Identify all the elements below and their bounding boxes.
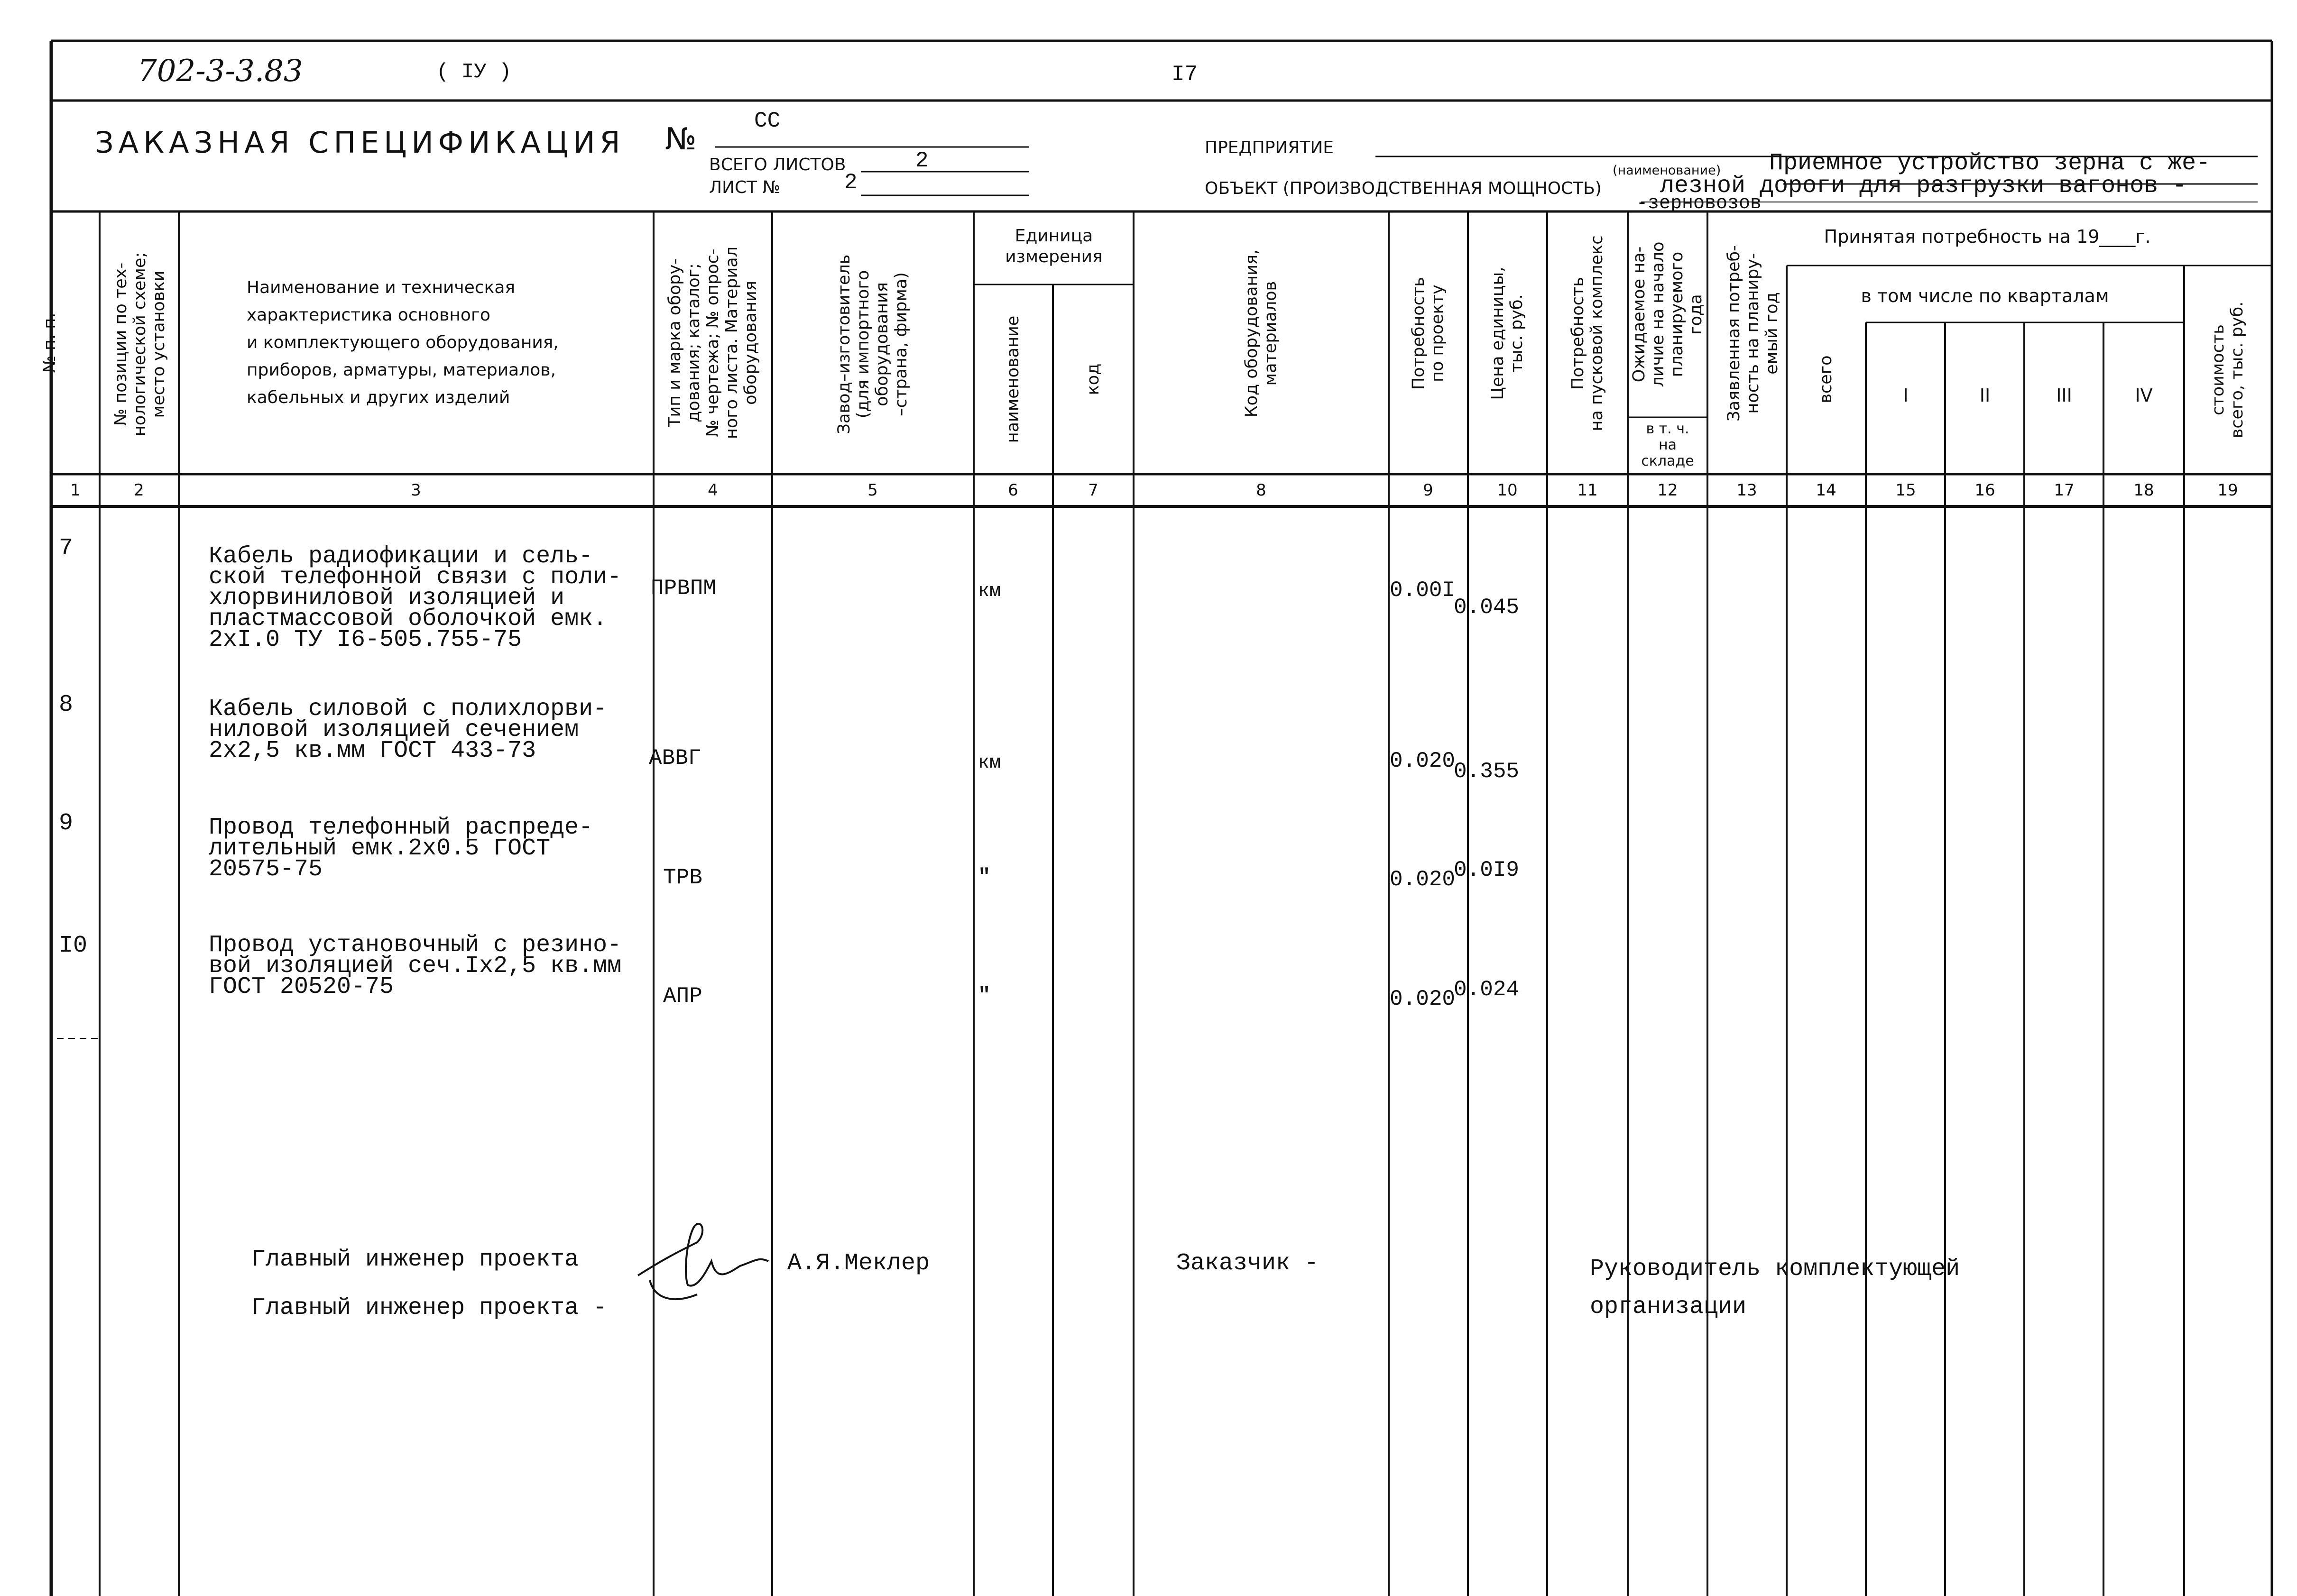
header-col-3: Наименование и техническая характеристика основного и комплектующего оборудования, приборов, арматуры, материалов, кабельных и других изделий [247,278,559,407]
header-col-5: Завод–изготовитель (для импортного оборудования –страна, фирма) [835,254,911,434]
item-description: Кабель радиофикации и сель- ской телефонной связи с поли- хлорвиниловой изоляцией и пластмассовой оболочкой емк. 2хI.0 ТУ I6-505.755-75 [209,543,622,653]
header-quarters: в том числе по кварталам [1861,285,2109,306]
item-unit: " [978,984,991,1008]
header-col-11: Потребность на пусковой комплекс [1568,235,1606,431]
header-col-16: II [1979,385,1991,406]
col-number: 9 [1423,481,1433,500]
header-col-8: Код оборудования, материалов [1242,249,1280,418]
col-number: 16 [1974,481,1995,500]
item-description: Провод телефонный распреде- лительный емк.2х0.5 ГОСТ 20575-75 [209,814,593,883]
header-col-7: код [1084,363,1103,395]
header-col-6: наименование [1004,315,1023,443]
item-unit-price: 0.024 [1454,977,1520,1002]
page-number: I7 [1172,62,1198,87]
col-number: 5 [867,481,878,500]
col-number: 6 [1008,481,1018,500]
header-accepted: Принятая потребность на 19____г. [1824,226,2151,247]
item-unit-price: 0.355 [1454,759,1520,784]
item-type: ПРВПМ [651,576,717,601]
header-col-12: Ожидаемое на- личие на начало планируемого года [1630,241,1706,387]
supplier-head-label: Руководитель комплектующей [1590,1256,1960,1283]
header-col-9: Потребность по проекту [1409,277,1447,390]
customer-label: Заказчик - [1176,1250,1319,1277]
object-line-2: лезной дороги для разгрузки вагонов - [1660,173,2187,200]
spec-title: ЗАКАЗНАЯ СПЕЦИФИКАЦИЯ [95,125,625,160]
header-col-17: III [2056,385,2072,406]
col-number: 13 [1736,481,1757,500]
object-line-1: Приемное устройство зерна с же- [1769,150,2211,177]
document-code: 702-3-3.83 [138,54,303,89]
item-quantity: 0.020 [1390,987,1456,1011]
item-type: АВВГ [649,746,701,770]
col-number: 7 [1088,481,1098,500]
col-number: 11 [1577,481,1598,500]
enterprise-label: ПРЕДПРИЯТИЕ [1205,138,1334,157]
item-unit-price: 0.045 [1454,595,1520,620]
row-number: 8 [59,691,74,718]
header-col-15: I [1903,385,1909,406]
item-unit: км [978,581,1001,602]
header-col-14: всего [1817,355,1836,404]
item-unit-price: 0.0I9 [1454,858,1520,882]
row-number: 7 [59,535,74,562]
header-col-19: стоимость всего, тыс. руб. [2209,301,2247,439]
supplier-org-label: организации [1590,1293,1747,1321]
item-type: ТРВ [663,865,702,890]
number-sign: № [665,122,697,157]
header-col-18: IV [2135,385,2153,406]
item-quantity: 0.00I [1390,578,1456,603]
total-sheets-value: 2 [915,148,929,173]
spec-number: СС [754,109,781,133]
col-number: 10 [1497,481,1518,500]
header-col-13: Заявленная потреб- ность на планиру- емый год [1725,245,1781,422]
chief-engineer-name: А.Я.Меклер [787,1250,930,1277]
header-unit-group: Единица измерения [1005,226,1103,266]
item-quantity: 0.020 [1390,749,1456,773]
sheet-number-label: ЛИСТ № [709,178,781,197]
sheet-number-value: 2 [844,170,858,195]
col-number: 3 [411,481,421,500]
enterprise-name-caption: (наименование) [1613,163,1721,178]
col-number: 12 [1657,481,1678,500]
row-number: I0 [59,932,88,959]
col-number: 18 [2133,481,2154,500]
header-col-2: № позиции по тех- нологической схеме; место установки [111,252,168,437]
chief-engineer-label-2: Главный инженер проекта - [251,1294,608,1321]
col-number: 4 [708,481,718,500]
header-col-4: Тип и марка обору- дования; каталог; № чертежа; № опрос- ного листа. Материал оборудования [665,246,760,440]
total-sheets-label: ВСЕГО ЛИСТОВ [709,155,846,174]
header-col-10: Цена единицы, тыс. руб. [1488,266,1526,400]
col-number: 8 [1256,481,1266,500]
item-unit: " [978,865,991,889]
item-description: Кабель силовой с полихлорви- ниловой изоляцией сечением 2х2,5 кв.мм ГОСТ 433-73 [209,696,608,764]
album-number: ( IУ ) [436,60,512,84]
chief-engineer-label-1: Главный инженер проекта [251,1246,579,1273]
row-number: 9 [59,810,74,837]
header-col-1: № п. п. [40,312,59,373]
object-label: ОБЪЕКТ (ПРОИЗВОДСТВЕННАЯ МОЩНОСТЬ) [1205,179,1602,198]
object-line-3: -зерновозов [1636,193,1762,214]
col-number: 1 [70,481,81,500]
header-col-12-stock: в т. ч. на складе [1641,421,1694,469]
col-number: 14 [1816,481,1836,500]
col-number: 19 [2217,481,2238,500]
item-type: АПР [663,984,702,1009]
item-quantity: 0.020 [1390,867,1456,892]
col-number: 17 [2054,481,2075,500]
item-description: Провод установочный с резино- вой изоляцией сеч.Iх2,5 кв.мм ГОСТ 20520-75 [209,932,622,1000]
col-number: 15 [1895,481,1916,500]
item-unit: км [978,752,1001,774]
col-number: 2 [134,481,144,500]
